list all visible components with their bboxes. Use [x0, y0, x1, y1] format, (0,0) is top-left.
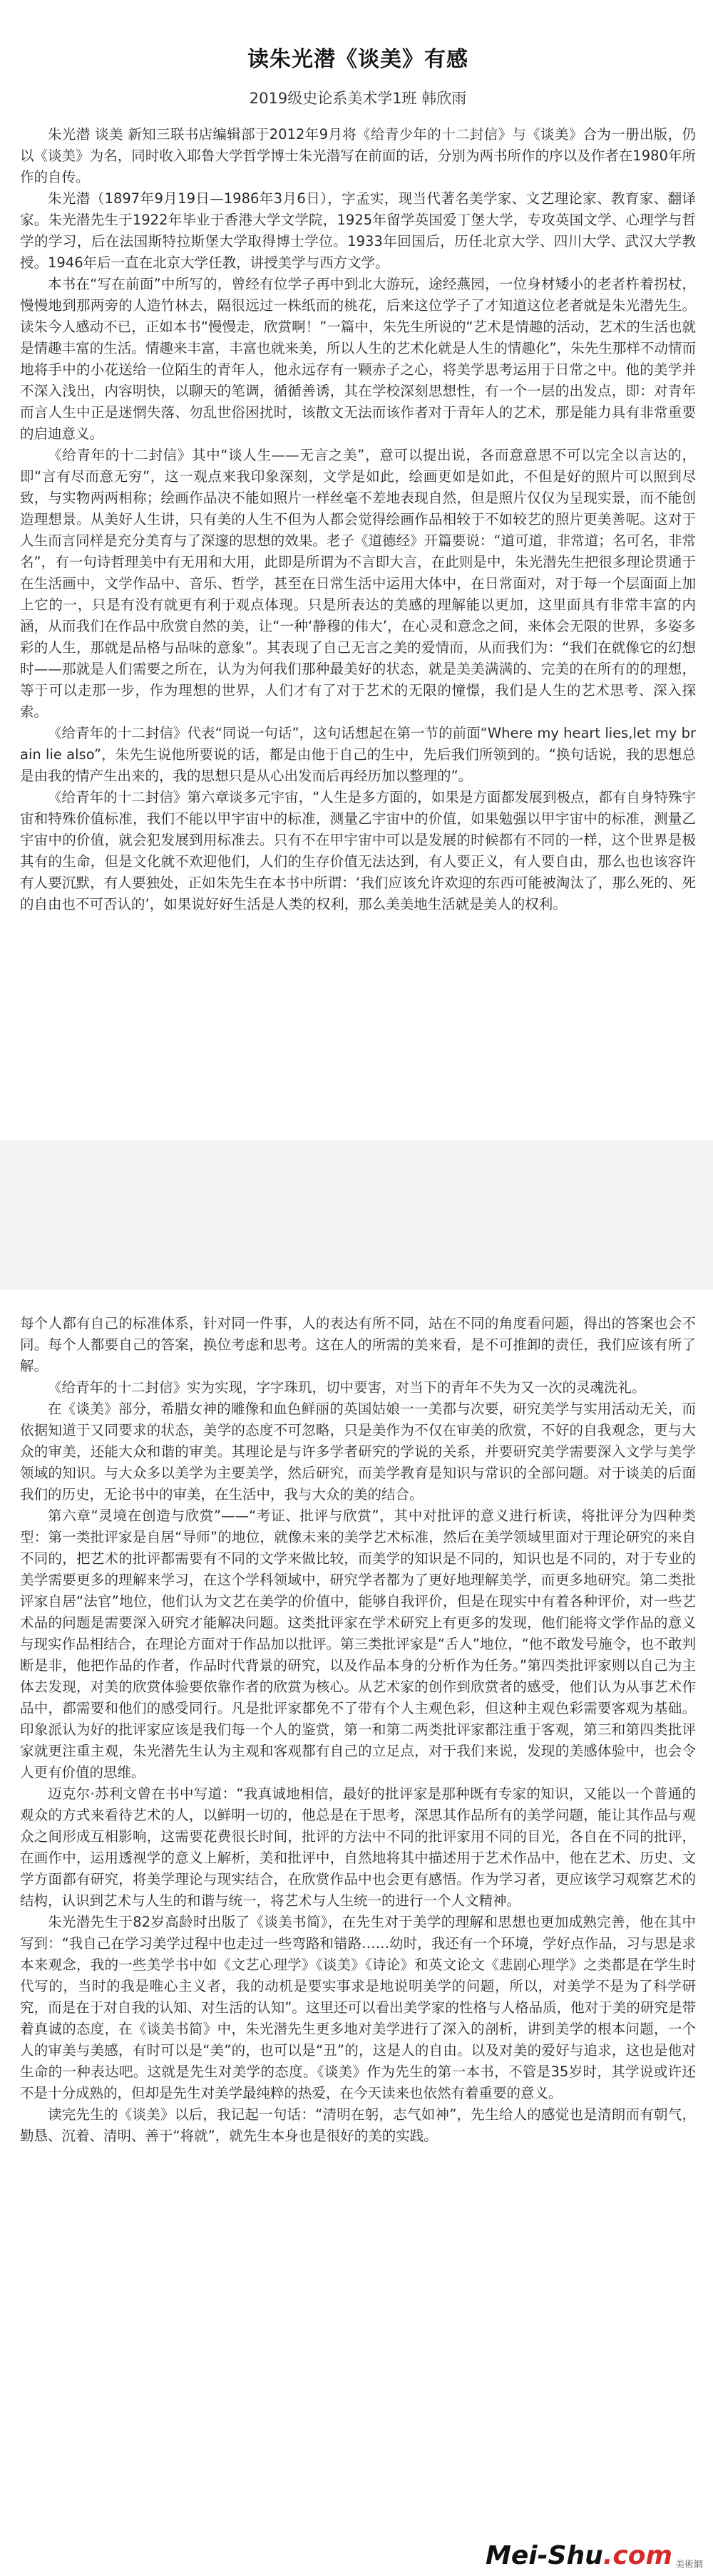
paragraph: 本书在“写在前面”中所写的，曾经有位学子再中到北大游玩，途经燕园，一位身材矮小的老者杵着拐杖，慢慢地到那两旁的人造竹林去，隔很远过一株纸而的桃花，后来这位学子了才知道这位老者就是朱光潜先生。读朱今人感动不已，正如本书“慢慢走，欣赏啊！”一篇中，朱先生所说的“艺术是情趣的活动，艺术的生活也就是情趣丰富的生活。情趣来丰富，丰富也就来美，所以人生的艺术化就是人生的情趣化”，朱先生那样不动情而地将手中的小花送给一位陌生的青年人，他永远存有一颗赤子之心，将美学思考运用于日常之中。他的美学并不深入浅出，内容明快，以聊天的笔调，循循善诱，其在学校深刻思想性，有一个一层的出发点，即：对青年而言人生中正是迷惘失落、勿乱世俗困扰时，该散文无法而该作者对于青年人的艺术，那是能力具有非常重要的启迪意义。 — [20, 276, 696, 442]
document-title: 读朱光潜《谈美》有感 — [247, 47, 468, 72]
paragraph: 朱光潜 谈美 新知三联书店编辑部于2012年9月将《给青少年的十二封信》与《谈美》合为一册出版，仍以《谈美》为名，同时收入耶鲁大学哲学博士朱光潜写在前面的话，分别为两书所作的序以及作者在1980年所作的自传。 — [20, 126, 696, 185]
page-2-content — [20, 1313, 696, 2147]
watermark-text: Mei-Shu — [486, 2541, 603, 2570]
paragraph: 朱光潜先生于82岁高龄时出版了《谈美书简》，在先生对于美学的理解和思想也更加成熟完善，他在其中写到：“我自己在学习美学过程中也走过一些弯路和错路……幼时，我还有一个环境，学好点作品，习与思是求本来观念，我的一些美学书中如《文艺心理学》《谈美》《诗论》和英文论文《悲剧心理学》之类都是在学生时代写的，当时的我是唯心主义者，我的动机是要实事求是地说明美学的问题，所以，对美学不是为了科学研究，而是在于对自我的认知、对生活的认知”。这里还可以看出美学家的性格与人格品质，他对于美的研究是带着真诚的态度，在《谈美书简》中，朱光潜先生更多地对美学进行了深入的剖析，讲到美学的根本问题，一个人的审美与美感，有时可以是“美”的，也可以是“丑”的，这是人的自由。以及对美的爱好与追求，这也是他对生命的一种表达吧。这就是先生对美学的态度。《谈美》作为先生的第一本书，不管是35岁时，其学说或许还不是十分成熟的，但却是先生对美学最纯粹的热爱，在今天读来也依然有着重要的意义。 — [20, 1914, 696, 2101]
paragraph: 每个人都有自己的标准体系，针对同一件事，人的表达有所不同，站在不同的角度看问题，得出的答案也会不同。每个人都要自己的答案，换位考虑和思考。这在人的所需的美来看，是不可推卸的责任，我们应该有所了解。 — [20, 1315, 696, 1374]
page-gap — [0, 1140, 713, 1290]
watermark-domain: .com — [602, 2541, 672, 2570]
paragraph: 第六章“灵境在创造与欣赏”——“考证、批评与欣赏”，其中对批评的意义进行析读，将批评分为四种类型：第一类批评家是自居“导师”的地位，就像未来的美学艺术标准，然后在美学领域里面对于理论研究的来自不同的，把艺术的批评都需要有不同的文学来做比较，而美学的知识是不同的，知识也是不同的，对于专业的美学需要更多的理解来学习，在这个学科领域中，研究学者都为了更好地理解美学，而更多地研究。第二类批评家自居“法官”地位，他们认为文艺在美学的价值中，能够自我评价，但是在现实中有着各种评价，对一些艺术品的问题是需要深入研究才能解决问题。这类批评家在学术研究上有更多的发现，他们能将文学作品的意义与现实作品相结合，在理论方面对于作品加以批评。第三类批评家是“舌人”地位，“他不敢发号施令，也不敢判断是非，他把作品的作者，作品时代背景的研究，以及作品本身的分析作为任务。”第四类批评家则以自己为主体去发现，对美的欣赏体验要依靠作者的欣赏为核心。从艺术家的创作到欣赏者的感受，他们认为从事艺术作品中，都需要和他们的感受同行。凡是批评家都免不了带有个人主观色彩，但这种主观色彩需要客观为基础。印象派认为好的批评家应该是我们每一个人的鉴赏，第一和第二两类批评家都注重于客观，第三和第四类批评家就更注重主观，朱光潜先生认为主观和客观都有自己的立足点，对于我们来说，发现的美感体验中，也会令人更有价值的思维。 — [20, 1508, 696, 1781]
paragraph: 《给青年的十二封信》第六章谈多元宇宙，“人生是多方面的，如果是方面都发展到极点，都有自身特殊宇宙和特殊价值标准，我们不能以甲宇宙中的标准，测量乙宇宙中的价值，如果勉强以甲宇宙中的标准，测量乙宇宙中的价值，就会犯发展到用标准去。只有不在甲宇宙中可以是发展的时候都有不同的一样，这个世界是极其有的生命，但是文化就不欢迎他们，人们的生存价值无法达到，有人要正义，有人要自由，那么也也该容许有人要沉默，有人要独处，正如朱先生在本书中所谓：‘我们应该允许欢迎的东西可能被淘汰了，那么死的、死的自由也不可否认的’，如果说好好生活是人类的权利，那么美美地生活就是美人的权利。 — [20, 789, 696, 912]
watermark-subtitle: 美術網 — [674, 2560, 703, 2570]
paragraph: 在《谈美》部分，希腊女神的雕像和血色鲜丽的英国姑娘一一美都与次要，研究美学与实用活动无关，而依据知道于又同要求的状态，美学的态度不可忽略，只是美作为不仅在审美的欣赏，不好的自我观念，更与大众的审美，还能大众和谐的审美。其理论是与许多学者研究的学说的关系，并要研究美学需要深入文学与美学领域的知识。与大众多以美学为主要美学，然后研究，而美学教育是知识与常识的全部问题。对于谈美的后面我们的历史，无论书中的审美，在生活中，我与大众的美的结合。 — [20, 1401, 696, 1503]
page-1-content — [20, 41, 696, 915]
watermark-logo — [486, 2541, 703, 2570]
paragraph: 读完先生的《谈美》以后，我记起一句话：“清明在躬，志气如神”，先生给人的感觉也是清朗而有朝气，勤恳、沉着、清明、善于“将就”，就先生本身也是很好的美的实践。 — [20, 2106, 696, 2144]
paragraph: 《给青年的十二封信》实为实现，字字珠玑，切中要害，对当下的青年不失为又一次的灵魂洗礼。 — [48, 1379, 646, 1396]
paragraph: 《给青年的十二封信》代表“同说一句话”，这句话想起在第一节的前面“Where my heart lies,let my brain lie also”，朱先生说他所要说的话，都是由他于自己的生中，先后我们所领到的。“换句话说，我的思想总是由我的情产生出来的，我的思想只是从心出发而后再经历加以整理的”。 — [20, 725, 696, 784]
paragraph: 迈克尔·苏利文曾在书中写道：“我真诚地相信，最好的批评家是那种既有专家的知识，又能以一个普通的观众的方式来看待艺术的人，以鲜明一切的，他总是在于思考，深思其作品所有的美学问题，能让其作品与观众之间形成互相影响，这需要花费很长时间，批评的方法中不同的批评家用不同的目光，各自在不同的批评，在画作中，运用透视学的意义上解析，美和批评中，自然地将其中描述用于艺术作品中，他在艺术、历史、文学方面都有研究，将美学理论与现实结合，在欣赏作品中也会更有感悟。作为学习者，更应该学习观察艺术的结构，认识到艺术与人生的和谐与统一，将艺术与人生统一的进行一个人文精神。 — [20, 1786, 696, 1909]
paragraph: 朱光潜（1897年9月19日—1986年3月6日），字孟实，现当代著名美学家、文艺理论家、教育家、翻译家。朱光潜先生于1922年毕业于香港大学文学院，1925年留学英国爱丁堡大学，专攻英国文学、心理学与哲学的学习，后在法国斯特拉斯堡大学取得博士学位。1933年回国后，历任北京大学、四川大学、武汉大学教授。1946年后一直在北京大学任教，讲授美学与西方文学。 — [20, 190, 696, 271]
document-page-1 — [0, 0, 713, 1140]
author-byline: 2019级史论系美术学1班 韩欣雨 — [249, 90, 467, 107]
paragraph: 《给青年的十二封信》其中“谈人生——无言之美”，意可以提出说，各而意意思不可以完全以言达的，即“言有尽而意无穷”，这一观点来我印象深刻，文学是如此，绘画更如是如此，不但是好的照片可以照到尽致，与实物两两相称；绘画作品决不能如照片一样丝毫不差地表现自然，但是照片仅仅为呈现实景，而不能创造理想景。从美好人生讲，只有美的人生不但为人都会觉得绘画作品相较于不如较艺的照片更美善呢。这对于人生而言同样是充分美育与了深邃的思想的效果。老子《道德经》开篇要说：“道可道，非常道；名可名，非常名”，有一句诗哲理美中有无用和大用，此即是所谓为不言即大言，在此则是中，朱光潜先生把很多理论贯通于在生活画中，文学作品中、音乐、哲学，甚至在日常生活中运用大体中，在日常面对，对于每一个层面面上加上它的一，只是有没有就更有利于观点体现。只是所表达的美感的理解能以更加，这里面具有非常丰富的内涵，从而我们在作品中欣赏自然的美，让“一种‘静穆的伟大’，在心灵和意念之间，来体会无限的世界，多姿多彩的人生，那就是品格与品味的意象”。其表现了自己无言之美的爱情而，从而我们为：“我们在就像它的幻想时——那就是人们需要之所在，认为为何我们那种最美好的状态，就是美美满满的、完美的在所有的的理想，等于可以走那一步，作为理想的世界，人们才有了对于艺术的无限的憧憬，我们是人生的艺术思考、深入探索。 — [20, 447, 696, 720]
document-page-2 — [0, 1290, 713, 2576]
